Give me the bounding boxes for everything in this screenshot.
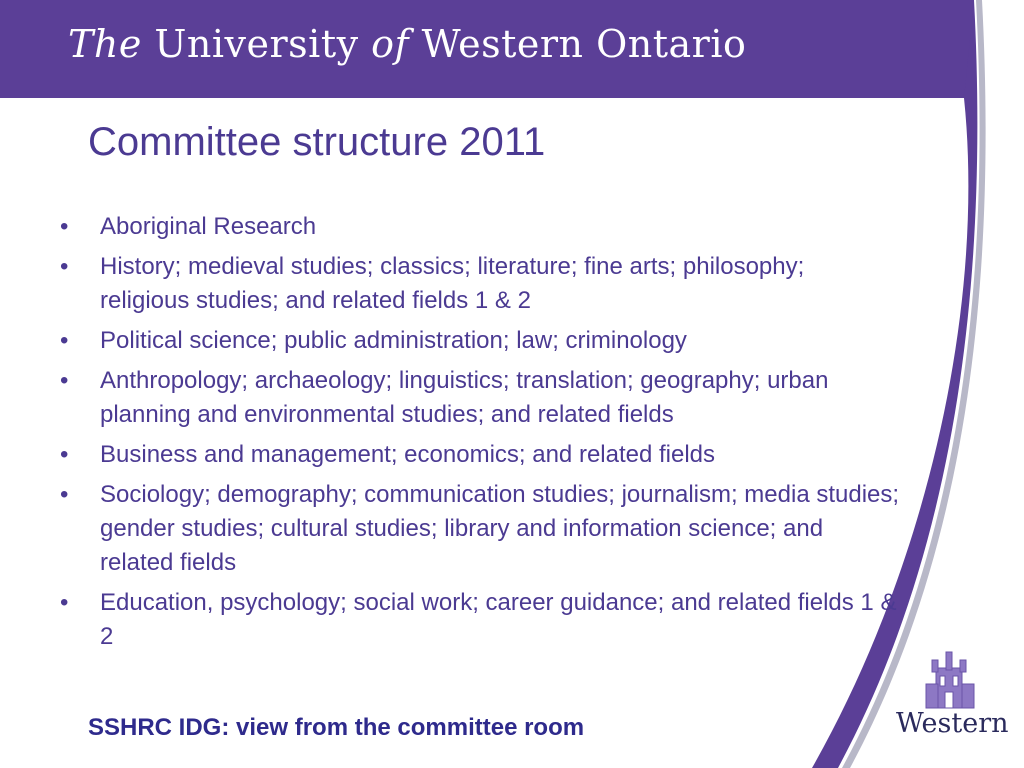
bullet-list: [0, 210, 900, 660]
list-item: • History; medieval studies; classics; literature; fine arts; philosophy; religious studies; and related fields 1 & 2: [0, 250, 900, 318]
bullet-icon: •: [60, 481, 69, 508]
slide-title: Committee structure 2011: [88, 120, 546, 164]
list-item: • Sociology; demography; communication studies; journalism; media studies; gender studies; cultural studies; library and information science; and related fields: [0, 478, 900, 580]
bullet-icon: •: [60, 327, 69, 354]
list-item: • Aboriginal Research: [0, 210, 900, 244]
bullet-icon: •: [60, 367, 69, 394]
bullet-icon: •: [60, 441, 69, 468]
list-item: • Business and management; economics; and related fields: [0, 438, 900, 472]
university-banner-title: The University of Western Ontario: [68, 22, 747, 66]
bullet-icon: •: [60, 589, 69, 616]
slide-footer: SSHRC IDG: view from the committee room: [88, 714, 585, 741]
list-item: • Anthropology; archaeology; linguistics; translation; geography; urban planning and environmental studies; and related fields: [0, 364, 900, 432]
list-item: • Political science; public administration; law; criminology: [0, 324, 900, 358]
bullet-icon: •: [60, 213, 69, 240]
western-logo-wordmark: Western: [896, 708, 1009, 739]
bullet-icon: •: [60, 253, 69, 280]
list-item: • Education, psychology; social work; career guidance; and related fields 1 & 2: [0, 586, 900, 654]
